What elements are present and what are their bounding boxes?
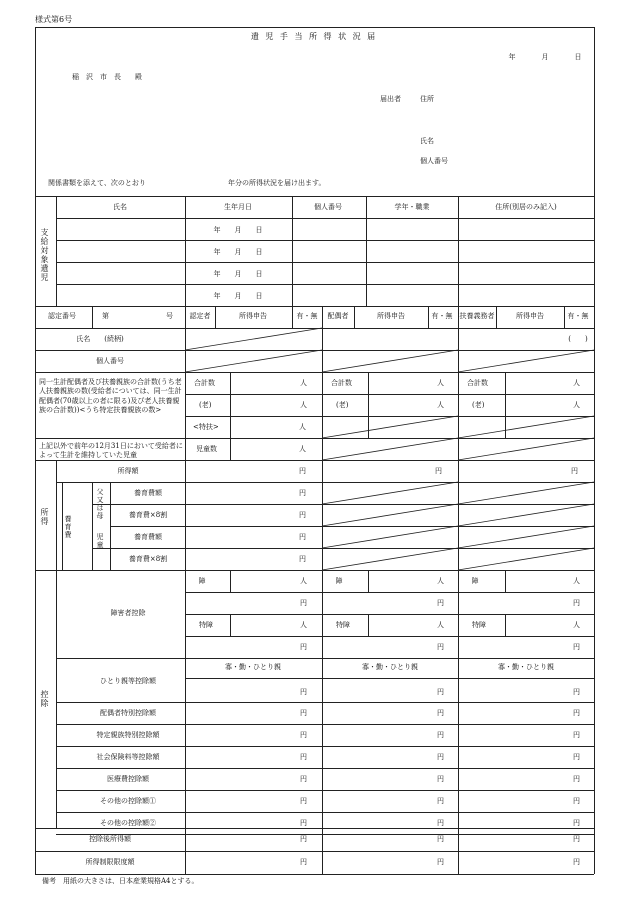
support-amount-1: 養育費額 bbox=[134, 489, 162, 497]
unit-person-child: 人 bbox=[299, 445, 306, 453]
total-label-1: 合計数 bbox=[331, 379, 352, 387]
unit-yen-ded-2-1: 円 bbox=[437, 753, 444, 761]
single-parent-sub-0: 寡・勤・ひとり親 bbox=[225, 663, 281, 671]
unit-person-sdis-2: 人 bbox=[573, 621, 580, 629]
date-month: 月 bbox=[541, 53, 549, 61]
form-number: 様式第6号 bbox=[35, 15, 73, 24]
birth-date-3: 年 月 日 bbox=[213, 292, 263, 300]
cert-dai: 第 bbox=[102, 312, 109, 320]
unit-yen-ded-1-0: 円 bbox=[300, 731, 307, 739]
children-header-0: 氏名 bbox=[113, 203, 127, 211]
unit-yen-inc-sp: 円 bbox=[435, 467, 442, 475]
deduction-item-1: 特定親族特別控除額 bbox=[96, 731, 160, 739]
support-80-1: 養育費×8割 bbox=[128, 511, 168, 519]
form-title: 遺 児 手 当 所 得 状 況 届 bbox=[250, 32, 378, 41]
diagonal-line bbox=[458, 504, 594, 526]
birth-date-1: 年 月 日 bbox=[213, 248, 263, 256]
diagonal-line bbox=[458, 482, 594, 504]
unit-person-total-1: 人 bbox=[437, 379, 444, 387]
date-day: 日 bbox=[574, 53, 582, 61]
address-label: 住所 bbox=[420, 95, 434, 103]
number-label: 個人番号 bbox=[420, 157, 448, 165]
children-header-2: 個人番号 bbox=[314, 203, 342, 211]
row-my-number: 個人番号 bbox=[96, 357, 124, 365]
birth-date-2: 年 月 日 bbox=[213, 270, 263, 278]
name-label: 氏名 bbox=[420, 137, 434, 145]
deduction-item-0: 配偶者特別控除額 bbox=[100, 709, 156, 717]
unit-yen-ded-2-2: 円 bbox=[573, 753, 580, 761]
diagonal-line bbox=[322, 438, 458, 460]
unit-yen-ded-3-0: 円 bbox=[300, 775, 307, 783]
income-amount: 所得額 bbox=[117, 467, 139, 475]
unit-yen-ded-4-2: 円 bbox=[573, 797, 580, 805]
support-amount-2: 養育費額 bbox=[134, 533, 162, 541]
unit-yen-ded-0-1: 円 bbox=[437, 709, 444, 717]
note: 備考 用紙の大きさは、日本産業規格A4とする。 bbox=[42, 877, 199, 885]
children-header-1: 生年月日 bbox=[224, 203, 252, 211]
unit-yen-foot-1-0: 円 bbox=[300, 858, 307, 866]
unit-yen-inc-0: 円 bbox=[299, 467, 306, 475]
income-section-label: 所得 bbox=[40, 508, 49, 526]
unit-yen-dis-2: 円 bbox=[573, 599, 580, 607]
children-header-4: 住所(別居のみ記入) bbox=[495, 203, 557, 211]
cert-income-1: 所得申告 bbox=[377, 312, 405, 320]
diagonal-line bbox=[458, 526, 594, 548]
unit-yen-foot-1-1: 円 bbox=[437, 858, 444, 866]
dis-short-1: 障 bbox=[335, 577, 343, 585]
unit-person-dis-2: 人 bbox=[573, 577, 580, 585]
diagonal-line bbox=[322, 526, 458, 548]
unit-yen-sdis-2: 円 bbox=[573, 643, 580, 651]
total-label-0: 合計数 bbox=[194, 379, 215, 387]
dis-short-2: 障 bbox=[471, 577, 479, 585]
unit-person-elderly-0: 人 bbox=[300, 401, 307, 409]
children-note: 上記以外で前年の12月31日において受給者によって生計を維持していた児童 bbox=[39, 442, 183, 460]
unit-yen-ded-4-0: 円 bbox=[300, 797, 307, 805]
deduction-item-3: 医療費控除額 bbox=[107, 775, 149, 783]
cert-person-2: 扶養義務者 bbox=[459, 312, 495, 320]
special-dis-0: 特障 bbox=[199, 621, 213, 629]
unit-yen-inc-3: 円 bbox=[299, 533, 306, 541]
unit-yen-foot-0-1: 円 bbox=[437, 835, 444, 843]
diagonal-line bbox=[185, 328, 322, 350]
special-dis-2: 特障 bbox=[472, 621, 486, 629]
unit-yen-foot-0-0: 円 bbox=[300, 835, 307, 843]
unit-person-special: 人 bbox=[299, 423, 306, 431]
single-parent-label: ひとり親等控除額 bbox=[100, 677, 156, 685]
footer-row-1: 所得制限限度額 bbox=[85, 858, 135, 866]
cert-number-label: 認定番号 bbox=[48, 312, 76, 320]
children-header-3: 学年・職業 bbox=[394, 203, 430, 211]
elderly-label-2: (老) bbox=[472, 401, 485, 409]
unit-yen-inc-ob: 円 bbox=[571, 467, 578, 475]
single-parent-sub-2: 寡・勤・ひとり親 bbox=[498, 663, 554, 671]
unit-yen-inc-1: 円 bbox=[299, 489, 306, 497]
unit-yen-ded-3-2: 円 bbox=[573, 775, 580, 783]
footer-row-0: 控除後所得額 bbox=[89, 835, 131, 843]
cert-person-0: 認定者 bbox=[189, 312, 211, 320]
addressee: 稲 沢 市 長 殿 bbox=[72, 73, 142, 81]
unit-yen-ded-0-0: 円 bbox=[300, 709, 307, 717]
cert-person-1: 配偶者 bbox=[327, 312, 349, 320]
deductions-section-label: 控除 bbox=[40, 690, 49, 708]
unit-yen-foot-1-2: 円 bbox=[573, 858, 580, 866]
diagonal-line bbox=[322, 350, 458, 372]
row-dependents: 同一生計配偶者及び扶養親族の合計数(うち老人扶養親族の数(受給者については、同一生計配偶者(70歳以上の者に限る)及び老人扶養親族の合計数))<うち特定扶養親族の数> bbox=[39, 378, 182, 415]
unit-person-dis-0: 人 bbox=[300, 577, 307, 585]
support-80-2: 養育費×8割 bbox=[128, 555, 168, 563]
deduction-item-5: その他の控除額② bbox=[100, 819, 156, 827]
unit-yen-sdis-0: 円 bbox=[300, 643, 307, 651]
elderly-label-1: (老) bbox=[336, 401, 349, 409]
birth-date-0: 年 月 日 bbox=[213, 226, 263, 234]
unit-yen-dis-1: 円 bbox=[437, 599, 444, 607]
unit-person-elderly-2: 人 bbox=[573, 401, 580, 409]
diagonal-line bbox=[322, 482, 458, 504]
unit-yen-ded-1-1: 円 bbox=[437, 731, 444, 739]
special-dis-1: 特障 bbox=[336, 621, 350, 629]
diagonal-line bbox=[458, 438, 594, 460]
unit-person-total-2: 人 bbox=[573, 379, 580, 387]
cert-yn-0: 有・無 bbox=[296, 312, 318, 320]
unit-yen-sdis-1: 円 bbox=[437, 643, 444, 651]
dis-short-0: 障 bbox=[198, 577, 206, 585]
unit-person-dis-1: 人 bbox=[437, 577, 444, 585]
row-paren: ( ) bbox=[568, 335, 588, 343]
cert-go: 号 bbox=[166, 312, 173, 320]
unit-yen-ded-4-1: 円 bbox=[437, 797, 444, 805]
unit-yen-ded-5-0: 円 bbox=[300, 819, 307, 827]
diagonal-line bbox=[458, 350, 594, 372]
elderly-label-0: (老) bbox=[199, 401, 212, 409]
unit-yen-ded-2-0: 円 bbox=[300, 753, 307, 761]
special-label: <特扶> bbox=[193, 423, 219, 431]
unit-yen-ded-0-2: 円 bbox=[573, 709, 580, 717]
single-parent-sub-1: 寡・勤・ひとり親 bbox=[362, 663, 418, 671]
unit-person-sdis-1: 人 bbox=[437, 621, 444, 629]
unit-person-sdis-0: 人 bbox=[300, 621, 307, 629]
cert-income-2: 所得申告 bbox=[516, 312, 544, 320]
unit-yen-ded-3-1: 円 bbox=[437, 775, 444, 783]
unit-yen-dis-0: 円 bbox=[300, 599, 307, 607]
diagonal-line bbox=[322, 548, 458, 570]
total-label-2: 合計数 bbox=[467, 379, 488, 387]
unit-person-total-0: 人 bbox=[300, 379, 307, 387]
unit-yen-ded-5-2: 円 bbox=[573, 819, 580, 827]
unit-yen-sp-2: 円 bbox=[573, 688, 580, 696]
deduction-item-2: 社会保険料等控除額 bbox=[96, 753, 160, 761]
child-support-label: 児童 bbox=[96, 533, 104, 549]
unit-yen-sp-0: 円 bbox=[300, 688, 307, 696]
unit-yen-inc-4: 円 bbox=[299, 555, 306, 563]
parent-label: 父又は母 bbox=[96, 488, 104, 520]
unit-yen-ded-1-2: 円 bbox=[573, 731, 580, 739]
unit-yen-foot-0-2: 円 bbox=[573, 835, 580, 843]
diagonal-line bbox=[322, 504, 458, 526]
support-label: 養育費 bbox=[64, 515, 72, 539]
unit-yen-sp-1: 円 bbox=[437, 688, 444, 696]
date-year: 年 bbox=[508, 53, 516, 61]
deduction-item-4: その他の控除額① bbox=[100, 797, 156, 805]
child-count-label: 児童数 bbox=[196, 445, 217, 453]
unit-person-elderly-1: 人 bbox=[437, 401, 444, 409]
diagonal-line bbox=[322, 416, 458, 438]
cert-income-0: 所得申告 bbox=[239, 312, 267, 320]
disability-label: 障害者控除 bbox=[110, 609, 146, 617]
cert-yn-1: 有・無 bbox=[431, 312, 453, 320]
cert-yn-2: 有・無 bbox=[567, 312, 589, 320]
statement-tail: 年分の所得状況を届け出ます。 bbox=[228, 179, 326, 187]
statement-lead: 関係書類を添えて、次のとおり bbox=[48, 179, 146, 187]
diagonal-line bbox=[458, 548, 594, 570]
unit-yen-ded-5-1: 円 bbox=[437, 819, 444, 827]
row-name: 氏名 (続柄) bbox=[76, 335, 124, 343]
unit-yen-inc-2: 円 bbox=[299, 511, 306, 519]
diagonal-line bbox=[458, 416, 594, 438]
diagonal-line bbox=[185, 350, 322, 372]
applicant-label: 届出者 bbox=[380, 95, 401, 103]
children-section-label: 支給対象遺児 bbox=[40, 228, 49, 282]
